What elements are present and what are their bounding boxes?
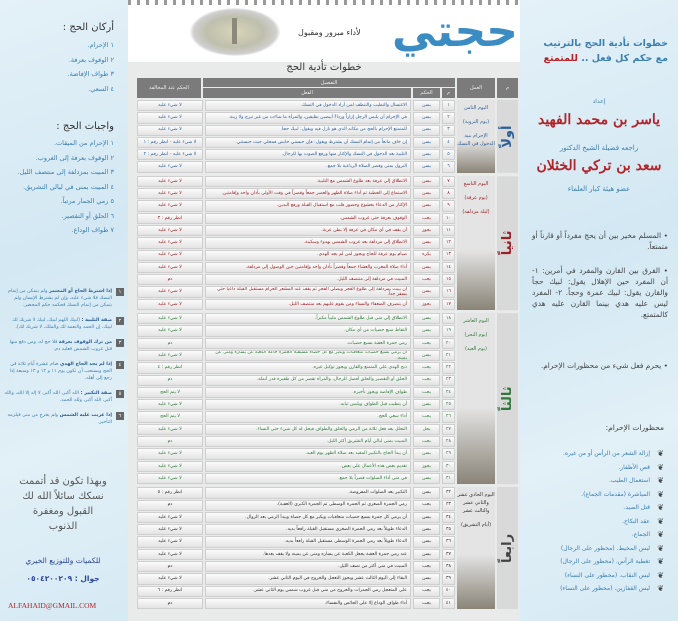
row-number: ٧: [442, 176, 455, 187]
row-ruling: يسن: [413, 549, 440, 560]
pillar-item: ٢ الوقوف بعرفة.: [68, 55, 114, 64]
right-panel: [520, 0, 678, 621]
row-penalty: دم: [137, 274, 203, 285]
row-penalty: لا شيء عليه: [137, 200, 203, 211]
row-number: ١٠: [442, 213, 455, 224]
row-deed: طواف الإفاضة ويجوز تأخيره.: [205, 387, 411, 398]
note-lead: إذا اشترط الحاج أو المعتمر: [48, 289, 112, 294]
day-label: اليوم الثامن: [463, 105, 489, 111]
row-deed: الدعاء طويلاً بعد رمي الجمرة الصغرى مستقبل القبلة رافعاً يديه.: [205, 524, 411, 535]
row-number: ٣٣: [442, 500, 455, 511]
row-number: ٣٦: [442, 536, 455, 547]
note-item: [4, 339, 124, 353]
row-ruling: يسن: [413, 313, 440, 324]
row-penalty: لا شيء عليه: [137, 473, 203, 484]
duties-list: [18, 136, 114, 238]
row-ruling: يسن: [413, 399, 440, 410]
row-deed: أداء سعي الحج.: [205, 411, 411, 422]
row-number: ١٨: [442, 313, 455, 324]
row-number: ٣٨: [442, 561, 455, 572]
right-title-line2: [544, 53, 668, 64]
pillars-list: [68, 38, 114, 96]
row-ruling: يسن: [413, 573, 440, 584]
col-action: العمل: [457, 78, 495, 98]
row-penalty: انظر رقم : ٤: [137, 362, 203, 373]
row-penalty: لا يتم الحج: [137, 411, 203, 422]
note-body: ولم يخرج من منى فيلزمه التأخير.: [7, 413, 112, 425]
pillar-item: ٤ السعي.: [88, 84, 114, 93]
note-number: ٣: [116, 339, 124, 347]
prohibition-item: ❦ المباشرة (مقدمات الجماع).: [560, 488, 664, 502]
row-number: ٣١: [442, 473, 455, 484]
row-ruling: يسن: [413, 262, 440, 273]
prohibitions-title: محظورات الإحرام:: [605, 423, 664, 432]
row-deed: في منى أداء الصلوات قصراً بلا جمع.: [205, 473, 411, 484]
row-ruling: يجب: [413, 274, 440, 285]
phone-number: جوال : ٠٥٠٤٢٠٠٢٠٩: [26, 574, 100, 583]
section-label: أولاً: [497, 100, 518, 173]
row-ruling: يجب: [413, 598, 440, 609]
row-deed: أداء طواف الوداع إلا على الحائض والنفساء.: [205, 598, 411, 609]
row-deed: المبيت في مزدلفة إلى منتصف الليل.: [205, 274, 411, 285]
note-lead: إذا لم يجد الحاج الهدي: [60, 362, 112, 367]
row-deed: رمي الجمرة الصغرى ثم الجمرة الوسطى ثم الجمرة الكبرى (العقبة).: [205, 500, 411, 511]
reviewer-title: عضو هيئة كبار العلماء: [567, 185, 631, 193]
duty-item: ٤ المبيت بمنى في ليالي التشريق.: [23, 182, 114, 191]
note-lead: إذا غربت عليه الشمس: [59, 413, 112, 418]
row-deed: المبيت بمنى ليالي أيام التشريق أكثر الليل.: [205, 436, 411, 447]
row-deed: الحلق أو التقصير والحلق أفضل للرجال، والمرأة تقصر من كل ظفيرة قدر أنملة.: [205, 375, 411, 386]
row-penalty: دم: [137, 338, 203, 349]
row-penalty: لا يتم الحج: [137, 387, 203, 398]
table-section: [137, 100, 518, 173]
note-lead: صفة التلبية :: [81, 318, 112, 323]
col-penalty: الحكم عند المخالفة: [137, 78, 201, 98]
row-number: ٢: [442, 112, 455, 123]
reviewed-by-label: راجعه فضيلة الشيخ الدكتور: [559, 144, 639, 152]
row-number: ٣٠: [442, 461, 455, 472]
row-deed: التكبير بعد الصلوات المفروضة.: [205, 487, 411, 498]
row-penalty: دم: [137, 500, 203, 511]
note-number: ٤: [116, 361, 124, 369]
row-ruling: يسن: [413, 137, 440, 148]
day-label: (يوم عرفة): [464, 194, 488, 201]
row-penalty: لا شيء عليه: [137, 448, 203, 459]
prohibition-item: ❦ استعمال الطيب.: [560, 474, 664, 488]
day-label: اليوم الحادي عشر والثاني عشر والثالث عشر: [457, 492, 495, 515]
row-number: ٢٦: [442, 411, 455, 422]
row-deed: إن خاف مانعاً من إتمام النسك أن يشترط ويقول: فإن حبسني حابس فمحلي حيث حبستني.: [205, 137, 411, 148]
row-penalty: دم: [137, 375, 203, 386]
table-section: [137, 487, 518, 609]
table-title: خطوات تأدية الحج: [286, 62, 362, 73]
row-number: ١: [442, 100, 455, 111]
duty-item: ٢ الوقوف بعرفة إلى الغروب.: [35, 153, 114, 162]
row-penalty: لا شيء عليه: [137, 573, 203, 584]
row-number: ٢٢: [442, 362, 455, 373]
row-number: ٣٧: [442, 549, 455, 560]
row-deed: التلبية بعد الدخول في النسك والإكثار منها ورفع الصوت بها للرجال.: [205, 149, 411, 160]
row-penalty: لا شيء عليه: [137, 461, 203, 472]
col-deed: الفعل: [203, 88, 411, 98]
col-ruling: الحكم: [413, 88, 440, 98]
row-ruling: يجب: [413, 387, 440, 398]
row-ruling: يجب: [413, 586, 440, 597]
row-ruling: يسن: [413, 325, 440, 336]
difference-paragraph: • الفرق بين القارن والمفرد في أمرين: ١- أن المفرد حين الإهلال يقول: لبيك حجاً والقارن يقول: لبيك عمرة وحجاً. ٢- المفرد ليس عليه هدي بينما القارن عليه هدي كالمتمتع.: [532, 266, 668, 319]
row-deed: أن يقف في أي مكان في عرفة إلا بطن عرنة.: [205, 225, 411, 236]
row-ruling: يسن: [413, 112, 440, 123]
row-penalty: لا شيء عليه: [137, 188, 203, 199]
row-penalty: لا شيء عليه: [137, 350, 203, 361]
notes-list: [4, 288, 124, 434]
row-deed: الاغتسال والتطيب والتنظف لمن أراد الدخول في النسك.: [205, 100, 411, 111]
row-ruling: يسن: [413, 350, 440, 361]
row-deed: صيام يوم عرفة للحاج ويجوز لمن لم يجد الهدي.: [205, 250, 411, 261]
row-penalty: لا شيء عليه: [137, 237, 203, 248]
duty-item: ٧ طواف الوداع.: [71, 226, 114, 234]
row-penalty: لا شيء عليه: [137, 313, 203, 324]
note-body: (لبيك اللهم لبيك، لبيك لا شريك لك لبيك، إن الحمد والنعمة لك والملك، لا شريك لك).: [12, 318, 112, 330]
note-item: [4, 361, 124, 382]
prohibitions-list: [560, 447, 664, 596]
prohibition-item: ❦ إزالة الشعر من الرأس أو من غيره.: [560, 447, 664, 461]
distribution-label: للكميات وللتوزيع الخيري: [25, 556, 101, 565]
slogan: لأداء مبرور ومقبول: [298, 28, 361, 37]
row-deed: أن ينصرف الضعفاء والنساء ومن يقوم عليهم بعد منتصف الليل.: [205, 299, 411, 310]
note-item: [4, 412, 124, 426]
row-number: ١٧: [442, 299, 455, 310]
row-number: ٢٥: [442, 399, 455, 410]
row-ruling: يسن: [413, 237, 440, 248]
row-number: ٢٤: [442, 387, 455, 398]
day-label: (أيام التشريق): [460, 522, 492, 529]
row-penalty: لا شيء عليه: [137, 524, 203, 535]
row-ruling: يجوز: [413, 225, 440, 236]
row-ruling: يسن: [413, 536, 440, 547]
row-number: ٣: [442, 125, 455, 136]
email-link[interactable]: ALFAHAID@GMAIL.COM: [8, 601, 97, 610]
row-deed: أداء صلاة المغرب والعشاء جمعاً وقصراً بأذان واحد وإقامتين حين الوصول إلى مزدلفة.: [205, 262, 411, 273]
row-ruling: يجب: [413, 561, 440, 572]
row-number: ٢٧: [442, 424, 455, 435]
row-penalty: لا شيء عليه: [137, 100, 203, 111]
row-deed: الدعاء طويلاً بعد رمي الجمرة الوسطى مستقبل القبلة رافعاً يديه.: [205, 536, 411, 547]
row-penalty: لا شيء عليه: [137, 325, 203, 336]
row-number: ١١: [442, 225, 455, 236]
row-penalty: لا شيء عليه: [137, 512, 203, 523]
row-number: ٩: [442, 200, 455, 211]
note-number: ٢: [116, 317, 124, 325]
row-penalty: لا شيء عليه: [137, 225, 203, 236]
prohibition-item: ❦ تغطية الرأس. (محظور على الرجال): [560, 555, 664, 569]
row-deed: البقاء إلى اليوم الثالث عشر ويجوز التعجل والخروج في اليوم الثاني عشر.: [205, 573, 411, 584]
row-ruling: يسن: [413, 524, 440, 535]
row-penalty: لا شيء عليه - انظر رقم : ٢: [137, 149, 203, 160]
table-section: [137, 313, 518, 484]
row-ruling: يجب: [413, 436, 440, 447]
note-item: [4, 390, 124, 404]
duty-item: ٦ الحلق أو التقصير.: [61, 211, 114, 220]
prohibition-item: ❦ قتل الصيد.: [560, 501, 664, 515]
row-number: ١٥: [442, 274, 455, 285]
row-deed: التقاط سبع حصيات من أي مكان.: [205, 325, 411, 336]
row-penalty: لا شيء عليه: [137, 112, 203, 123]
col-details: التفصيل: [203, 78, 455, 87]
row-number: ١٩: [442, 325, 455, 336]
row-ruling: يكره: [413, 250, 440, 261]
prohibition-item: ❦ لبس المخيط. (محظور على الرجال): [560, 542, 664, 556]
note-number: ١: [116, 288, 124, 296]
row-ruling: يسن: [413, 176, 440, 187]
row-number: ٢١: [442, 350, 455, 361]
col-num: م: [497, 78, 518, 98]
note-item: [4, 317, 124, 331]
row-number: ٦: [442, 161, 455, 172]
row-ruling: يسن: [413, 149, 440, 160]
row-penalty: دم: [137, 598, 203, 609]
row-deed: للمتمتع الإحرام بالحج من مكانه الذي هو نازل فيه ويقول: لبيك حجاً.: [205, 125, 411, 136]
row-ruling: يجب: [413, 338, 440, 349]
row-ruling: يجب: [413, 213, 440, 224]
row-number: ٢٨: [442, 436, 455, 447]
intro-paragraph: • المسلم مخير بين أن يحج مفرداً أو قارناً أو متمتعاً.: [532, 231, 668, 251]
row-number: ٢٣: [442, 375, 455, 386]
duty-item: ٥ رمي الجمار مرتباً.: [60, 197, 114, 205]
note-number: ٦: [116, 412, 124, 420]
section-label: ثانياً: [497, 176, 518, 310]
row-deed: في الإحرام أن يلبس الرجل إزاراً ورداءً أبيضين نظيفين، والمرأة ما شاءت من غير تبرج ولا زينة.: [205, 112, 411, 123]
left-panel: [0, 0, 128, 621]
row-penalty: لا شيء عليه: [137, 125, 203, 136]
table-section: [137, 176, 518, 310]
row-ruling: يسن: [413, 100, 440, 111]
day-cell: [457, 176, 495, 310]
row-deed: عند رمي جمرة العقبة يجعل الكعبة عن يساره ومنى عن يمينه ولا يقف بعدها.: [205, 549, 411, 560]
right-title-line1: خطوات تأدية الحج بالترتيب: [543, 38, 668, 49]
prohibition-item: ❦ لبس القفازين. (محظور على النساء): [560, 582, 664, 596]
section-label: رابعاً: [497, 487, 518, 609]
row-penalty: لا شيء عليه: [137, 176, 203, 187]
prohibition-item: ❦ الجماع.: [560, 528, 664, 542]
row-penalty: لا شيء عليه: [137, 286, 203, 297]
row-deed: التحلل بعد فعل ثلاثة من الرمي والحلق والطواف فيحل له كل شيء حتى النساء.: [205, 424, 411, 435]
row-penalty: لا شيء عليه: [137, 536, 203, 547]
steps-table: [137, 100, 518, 612]
note-body: صام عشرة أيام ثلاثة في الحج ويستحب أن تكون يوم ١١ و ١٢ و ١٣ وسبعة إذا رجع إلى أهله.: [9, 362, 112, 381]
day-cell: [457, 487, 495, 609]
row-penalty: لا شيء عليه: [137, 399, 203, 410]
prohibition-paragraph: • يحرم فعل شيء من محظورات الإحرام.: [540, 361, 668, 370]
row-deed: الانطلاق إلى مزدلفة بعد غروب الشمس بهدوء وسكينة.: [205, 237, 411, 248]
pillar-item: ٣ طواف الإفاضة.: [67, 70, 114, 78]
row-deed: أن يبدأ الحاج بالتكبير المقيد بعد صلاة الظهر يوم العيد.: [205, 448, 411, 459]
duty-item: ١ الإحرام من الميقات.: [53, 139, 114, 147]
row-deed: أن يرمي بسبع حصيات متعاقبات ويكبر مع كل حصاة مستقبلاً الجمرة جاعلاً الكعبة عن يساره ومنى عن يمينه.: [205, 350, 411, 361]
row-ruling: يسن: [413, 473, 440, 484]
reviewer-calligraphy: سعد بن تركي الخثلان: [536, 158, 662, 174]
note-number: ٥: [116, 390, 124, 398]
row-number: ٢٩: [442, 448, 455, 459]
row-number: ٢٠: [442, 338, 455, 349]
row-deed: الوقوف بعرفة حتى غروب الشمس.: [205, 213, 411, 224]
note-body: ولم يتمكن من إتمام النسك فلا شيء عليه، وإن لم يشترط الإنسان ولم يتمكن من إتمام النسك فحكمه حكم المحصر.: [7, 289, 112, 308]
row-number: ٣٢: [442, 487, 455, 498]
title-text: مع حكم كل فعل ..: [581, 53, 668, 64]
note-lead: صفة التكبير :: [80, 391, 112, 396]
row-number: ٨: [442, 188, 455, 199]
row-number: ٣٤: [442, 512, 455, 523]
row-ruling: يسن: [413, 188, 440, 199]
row-deed: الانطلاق إلى منى قبل طلوع الشمس ملبياً مكبراً.: [205, 313, 411, 324]
row-ruling: يسن: [413, 286, 440, 297]
row-ruling: يجب: [413, 500, 440, 511]
row-penalty: انظر رقم : ٥: [137, 487, 203, 498]
row-deed: ذبح الهدي على المتمتع والقارن ويجوز توكيل غيره.: [205, 362, 411, 373]
prohibition-item: ❦ قص الأظفار.: [560, 461, 664, 475]
day-label: (ليلة مزدلفة): [462, 208, 490, 215]
row-number: ١٦: [442, 286, 455, 297]
note-lead: من ترك الوقوف بعرفة: [58, 340, 112, 345]
logo: حجتي: [392, 6, 518, 57]
row-ruling: يجب: [413, 375, 440, 386]
prohibition-item: ❦ لبس النقاب. (محظور على النساء): [560, 569, 664, 583]
day-cell: [457, 313, 495, 484]
prohibition-item: ❦ عقد النكاح.: [560, 515, 664, 529]
row-number: ١٣: [442, 250, 455, 261]
row-ruling: يسن: [413, 448, 440, 459]
row-ruling: يحل: [413, 424, 440, 435]
row-number: ١٤: [442, 262, 455, 273]
row-number: ٣٩: [442, 573, 455, 584]
section-label: ثالثاً: [497, 313, 518, 484]
day-label: اليوم العاشر: [463, 318, 489, 325]
note-body: الله أكبر، الله أكبر، لا إله إلا الله، والله أكبر، الله أكبر، ولله الحمد.: [4, 391, 112, 403]
row-penalty: لا شيء عليه: [137, 549, 203, 560]
crowd-image: [190, 8, 280, 56]
row-number: ٤٠: [442, 586, 455, 597]
row-deed: النزول بمنى وقصر الصلاة الرباعية بلا جمع.: [205, 161, 411, 172]
row-ruling: يجوز: [413, 461, 440, 472]
closing-text: وبهذا تكون قد أتممت نسكك سائلاً الله لك القبول ومغفرة الذنوب: [19, 476, 107, 532]
note-body: فلا حج له، ومن دفع منها قبل غروب الشمس فعليه دم.: [9, 340, 112, 352]
table-header: [137, 78, 518, 98]
row-penalty: لا شيء عليه: [137, 262, 203, 273]
row-number: ٣٥: [442, 524, 455, 535]
row-deed: الانطلاق إلى عرفة بعد طلوع الشمس مع التلبية.: [205, 176, 411, 187]
row-number: ٥: [442, 149, 455, 160]
row-ruling: يسن: [413, 512, 440, 523]
row-number: ٤١: [442, 598, 455, 609]
row-ruling: يسن: [413, 200, 440, 211]
pillar-item: ١ الإحرام.: [87, 41, 114, 49]
pillars-title: أركان الحج :: [62, 22, 114, 33]
row-deed: أن يبيت بمزدلفة إلى طلوع الفجر ويصلي الفجر ثم يقف عند المشعر الحرام مستقبل القبلة داعياً حتى يسفر جداً.: [205, 286, 411, 297]
row-ruling: يسن: [413, 161, 440, 172]
row-ruling: يجب: [413, 411, 440, 422]
day-label: (يوم العيد): [464, 346, 488, 353]
row-penalty: انظر رقم : ٣: [137, 213, 203, 224]
row-penalty: لا شيء عليه: [137, 250, 203, 261]
day-label: الإحرام بنية الدخول في النسك: [457, 133, 495, 147]
row-ruling: يجب: [413, 362, 440, 373]
col-sub-num: م: [442, 88, 455, 98]
day-label: (يوم النحر): [464, 332, 488, 339]
row-deed: الاستماع إلى الخطبة ثم أداء صلاة الظهر والعصر جمعاً وقصراً في وقت الأولى بأذان واحد وإقامتين.: [205, 188, 411, 199]
day-cell: [457, 100, 495, 173]
row-penalty: دم: [137, 561, 203, 572]
row-penalty: دم: [137, 436, 203, 447]
duty-item: ٣ المبيت بمزدلفة إلى منتصف الليل.: [17, 168, 114, 176]
row-deed: أن يرمي كل جمرة بسبع حصيات متعاقبات ويكبر مع كل حصاة ويبدأ الرمي بعد الزوال.: [205, 512, 411, 523]
title-highlight: للمتمتع: [543, 53, 578, 64]
duties-title: واجبات الحج :: [56, 121, 114, 132]
row-deed: على المتعجل رمي الجمرات والخروج من منى قبل غروب شمس يوم الثاني عشر.: [205, 586, 411, 597]
author-calligraphy: ياسر بن محمد الفهيد: [537, 112, 661, 128]
row-number: ٤: [442, 137, 455, 148]
row-ruling: يسن: [413, 487, 440, 498]
row-ruling: يسن: [413, 125, 440, 136]
row-ruling: يجوز: [413, 299, 440, 310]
row-deed: الإكثار من الدعاء بخشوع وحضور قلب مع استقبال القبلة ورفع اليدين.: [205, 200, 411, 211]
prepared-by-label: إعداد: [592, 98, 606, 105]
day-label: اليوم التاسع: [463, 180, 489, 187]
row-deed: رمي جمرة العقبة بسبع حصيات.: [205, 338, 411, 349]
day-label: (يوم التروية): [462, 119, 490, 125]
row-penalty: لا شيء عليه: [137, 424, 203, 435]
row-penalty: انظر رقم : ٦: [137, 586, 203, 597]
note-item: [4, 288, 124, 309]
row-deed: المبيت في منى أكثر من نصف الليل.: [205, 561, 411, 572]
row-number: ١٢: [442, 237, 455, 248]
row-penalty: لا شيء عليه: [137, 161, 203, 172]
row-deed: أن يتطيب قبل الطواف ويلبس ثيابه.: [205, 399, 411, 410]
row-penalty: لا شيء عليه: [137, 299, 203, 310]
row-penalty: لا شيء عليه - انظر رقم : ١: [137, 137, 203, 148]
row-deed: تقديم بعض هذه الأعمال على بعض.: [205, 461, 411, 472]
